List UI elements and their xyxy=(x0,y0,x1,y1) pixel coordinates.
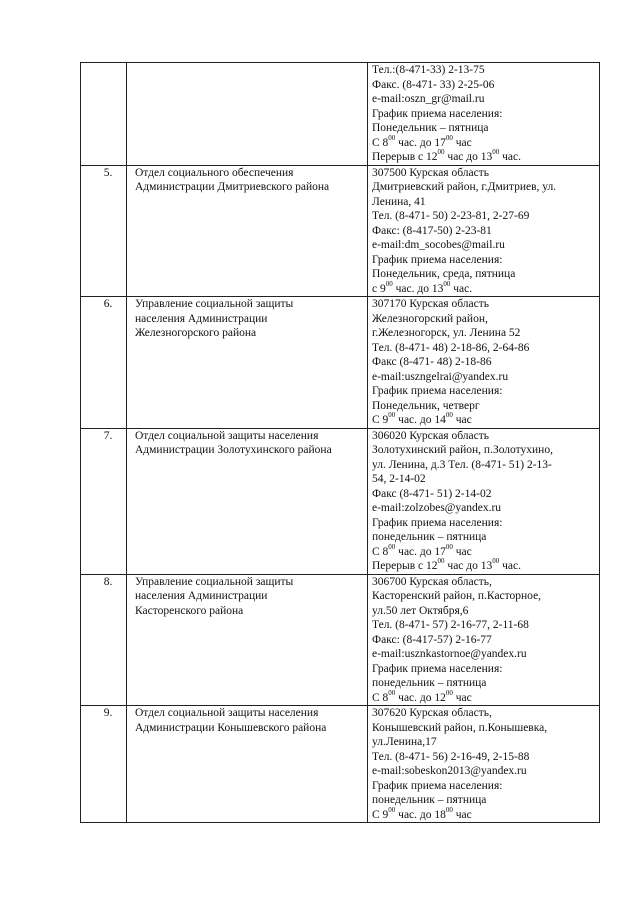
contact-info-line: Факс: (8-417-50) 2-23-81 xyxy=(372,224,492,237)
contact-info-line: Золотухинский район, п.Золотухино, xyxy=(372,444,553,456)
hours-superscript: 00 xyxy=(492,148,500,156)
hours-text: час xyxy=(452,545,472,558)
contact-info-line: ул.Ленина,17 xyxy=(372,736,437,748)
document-page xyxy=(80,62,600,823)
contact-info-line: понедельник – пятница xyxy=(372,794,487,806)
reception-hours-line xyxy=(372,150,596,165)
hours-text: час до 13 xyxy=(444,560,493,572)
contact-info-line: e-mail:uszngelrai@yandex.ru xyxy=(372,370,509,383)
table-row xyxy=(81,574,600,706)
hours-text: С 8 xyxy=(372,691,389,704)
row-number-cell: 8. xyxy=(81,574,127,706)
row-number-cell: 9. xyxy=(81,706,127,823)
hours-superscript: 00 xyxy=(388,805,396,814)
hours-text: час xyxy=(452,414,472,426)
hours-text: час. до 13 xyxy=(392,282,444,295)
office-name-cell xyxy=(127,706,368,823)
contact-info-cell xyxy=(368,297,600,429)
hours-text: час. до 18 xyxy=(395,808,446,821)
contact-info-cell xyxy=(368,574,600,706)
hours-superscript: 00 xyxy=(443,279,451,288)
hours-text: час. до 17 xyxy=(395,136,446,149)
hours-text: С 8 xyxy=(372,545,389,558)
contact-info-line: ул.50 лет Октября,6 xyxy=(372,604,469,617)
table-row xyxy=(81,706,600,823)
office-name-line: Железногорского района xyxy=(135,327,257,339)
contact-info-line: Касторенский район, п.Касторное, xyxy=(372,590,542,602)
contact-info-line: Факс: (8-417-57) 2-16-77 xyxy=(372,633,492,646)
office-name-cell xyxy=(127,297,368,429)
contact-info-line: Факс. (8-471- 33) 2-25-06 xyxy=(372,78,495,91)
contact-info-line: Тел. (8-471- 56) 2-16-49, 2-15-88 xyxy=(372,750,530,763)
contact-info-line: Факс (8-471- 48) 2-18-86 xyxy=(372,356,492,368)
hours-superscript: 00 xyxy=(492,557,500,565)
row-number-cell: 5. xyxy=(81,165,127,297)
table-row xyxy=(81,297,600,429)
office-name-line: Управление социальной защиты xyxy=(135,575,294,588)
contact-info-line: ул. Ленина, д.3 Тел. (8-471- 51) 2-13- xyxy=(372,458,552,471)
hours-superscript: 00 xyxy=(388,411,396,419)
contact-info-line: 306700 Курская область, xyxy=(372,575,492,588)
office-name-cell xyxy=(127,165,368,297)
hours-superscript: 00 xyxy=(385,279,393,288)
contact-info-line: 54, 2-14-02 xyxy=(372,473,426,485)
hours-superscript: 00 xyxy=(388,542,396,551)
hours-superscript: 00 xyxy=(445,542,453,551)
contact-info-line: График приема населения: xyxy=(372,253,503,266)
contact-info-line: Железногорский район, xyxy=(372,312,488,325)
offices-table-body xyxy=(81,63,600,823)
reception-hours-line xyxy=(372,133,596,151)
hours-text: час xyxy=(452,691,472,704)
table-row xyxy=(81,428,600,574)
contact-info-line: e-mail:zolzobes@yandex.ru xyxy=(372,502,502,514)
contact-info-line: Тел. (8-471- 57) 2-16-77, 2-11-68 xyxy=(372,619,529,631)
contact-info-line: e-mail:usznkastornoe@yandex.ru xyxy=(372,648,527,660)
contact-info-line: 306020 Курская область xyxy=(372,429,489,442)
table-row xyxy=(81,165,600,297)
contact-info-line: График приема населения: xyxy=(372,662,503,675)
contact-info-line: Факс (8-471- 51) 2-14-02 xyxy=(372,487,492,500)
office-name-line: Администрации Дмитриевского района xyxy=(135,181,330,193)
hours-text: час. xyxy=(499,151,521,163)
hours-superscript: 00 xyxy=(445,411,453,419)
hours-text: час до 13 xyxy=(444,151,493,163)
contact-info-cell xyxy=(368,706,600,823)
contact-info-line: e-mail:sobeskon2013@yandex.ru xyxy=(372,765,527,777)
hours-text: С 9 xyxy=(372,808,389,821)
contact-info-cell xyxy=(368,165,600,297)
office-name-line: Управление социальной защиты xyxy=(135,298,294,310)
contact-info-line: 307620 Курская область, xyxy=(372,707,492,719)
hours-text: Перерыв с 12 xyxy=(372,560,438,572)
contact-info-line: e-mail:oszn_gr@mail.ru xyxy=(372,93,485,105)
hours-superscript: 00 xyxy=(437,148,445,156)
hours-text: час xyxy=(452,136,472,149)
row-number-cell xyxy=(81,63,127,166)
row-number-cell: 7. xyxy=(81,428,127,574)
contact-info-line: Понедельник – пятница xyxy=(372,122,489,134)
row-number-cell: 6. xyxy=(81,297,127,429)
contact-info-line: Тел. (8-471- 50) 2-23-81, 2-27-69 xyxy=(372,210,530,222)
table-row xyxy=(81,63,600,166)
hours-superscript: 00 xyxy=(388,133,396,142)
contact-info-line: г.Железногорск, ул. Ленина 52 xyxy=(372,327,521,339)
office-name-line: Администрации Конышевского района xyxy=(135,721,327,734)
reception-hours-line xyxy=(372,542,596,560)
contact-info-line: Дмитриевский район, г.Дмитриев, ул. xyxy=(372,181,557,193)
hours-text: С 9 xyxy=(372,414,389,426)
hours-superscript: 00 xyxy=(388,688,396,697)
reception-hours-line xyxy=(372,559,596,574)
hours-superscript: 00 xyxy=(445,133,453,142)
contact-info-line: Понедельник, четверг xyxy=(372,399,480,412)
office-name-line: Отдел социальной защиты населения xyxy=(135,429,319,442)
office-name-line: Касторенского района xyxy=(135,604,244,617)
hours-superscript: 00 xyxy=(445,688,453,697)
reception-hours-line xyxy=(372,688,596,706)
contact-info-line: График приема населения: xyxy=(372,516,503,529)
contact-info-line: 307170 Курская область xyxy=(372,298,489,310)
hours-text: с 9 xyxy=(372,282,386,295)
office-name-cell xyxy=(127,63,368,166)
contact-info-line: понедельник – пятница xyxy=(372,677,487,689)
office-name-line: Отдел социальной защиты населения xyxy=(135,707,319,719)
contact-info-line: График приема населения: xyxy=(372,779,503,792)
contact-info-line: График приема населения: xyxy=(372,385,503,397)
reception-hours-line xyxy=(372,413,596,428)
contact-info-line: Тел. (8-471- 48) 2-18-86, 2-64-86 xyxy=(372,341,530,354)
contact-info-line: Тел.:(8-471-33) 2-13-75 xyxy=(372,64,485,76)
office-name-cell xyxy=(127,574,368,706)
contact-info-line: График приема населения: xyxy=(372,107,503,120)
hours-text: час. xyxy=(450,282,473,295)
office-name-line: населения Администрации xyxy=(135,590,268,602)
contact-info-line: Понедельник, среда, пятница xyxy=(372,268,516,280)
offices-table xyxy=(80,62,600,823)
contact-info-cell xyxy=(368,63,600,166)
contact-info-line: e-mail:dm_socobes@mail.ru xyxy=(372,239,505,251)
office-name-cell xyxy=(127,428,368,574)
reception-hours-line xyxy=(372,805,596,823)
office-name-line: населения Администрации xyxy=(135,312,268,325)
hours-text: час. до 14 xyxy=(395,414,446,426)
hours-text: Перерыв с 12 xyxy=(372,151,438,163)
office-name-line: Отдел социального обеспечения xyxy=(135,166,294,179)
reception-hours-line xyxy=(372,279,596,297)
contact-info-line: Конышевский район, п.Конышевка, xyxy=(372,721,548,734)
hours-text: час. до 17 xyxy=(395,545,446,558)
hours-text: час. до 12 xyxy=(395,691,446,704)
contact-info-line: 307500 Курская область xyxy=(372,166,489,179)
hours-text: час xyxy=(452,808,472,821)
hours-superscript: 00 xyxy=(437,557,445,565)
hours-text: С 8 xyxy=(372,136,389,149)
hours-superscript: 00 xyxy=(445,805,453,814)
contact-info-line: Ленина, 41 xyxy=(372,195,426,208)
contact-info-cell xyxy=(368,428,600,574)
hours-text: час. xyxy=(499,560,521,572)
contact-info-line: понедельник – пятница xyxy=(372,531,487,543)
office-name-line: Администрации Золотухинского района xyxy=(135,444,332,456)
